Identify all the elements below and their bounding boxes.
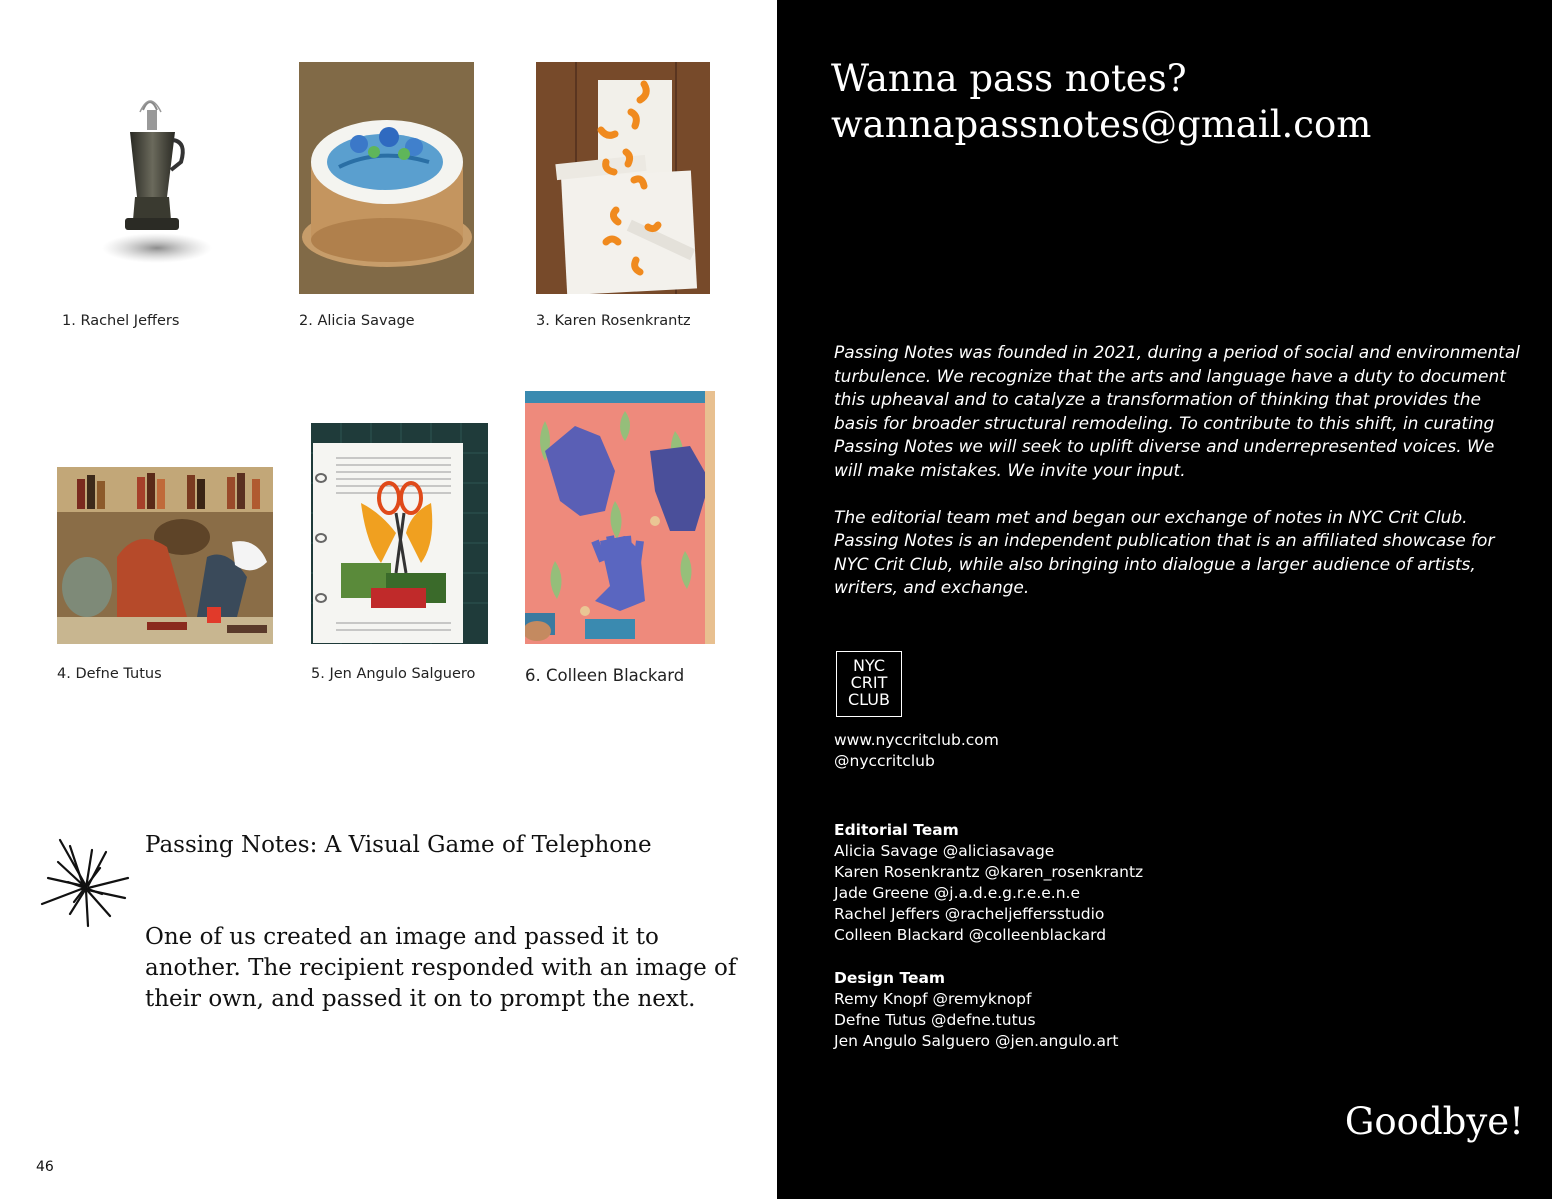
artwork-caption: 1. Rachel Jeffers <box>62 313 180 329</box>
team-member: Colleen Blackard @colleenblackard <box>834 926 1107 944</box>
cake-photo <box>299 62 474 294</box>
goodbye-text: Goodbye! <box>1344 1100 1524 1143</box>
scissors-binder-collage <box>311 423 488 644</box>
artwork-caption: 2. Alicia Savage <box>299 313 415 329</box>
logo-line: CLUB <box>848 690 890 709</box>
right-page <box>777 0 1552 1199</box>
page-number: 46 <box>36 1159 54 1175</box>
artwork-caption: 5. Jen Angulo Salguero <box>311 666 476 682</box>
team-member: Jen Angulo Salguero @jen.angulo.art <box>834 1032 1119 1050</box>
team-member: Defne Tutus @defne.tutus <box>834 1011 1036 1029</box>
about-text <box>834 342 1524 624</box>
social-handle[interactable]: @nyccritclub <box>834 752 935 770</box>
team-member: Alicia Savage @aliciasavage <box>834 842 1055 860</box>
team-label: Editorial Team <box>834 821 959 839</box>
website-link[interactable]: www.nyccritclub.com <box>834 731 999 749</box>
gloves-fabric-photo <box>525 391 715 644</box>
logo-line: CRIT <box>850 673 888 692</box>
about-paragraph: The editorial team met and began our exchange of notes in NYC Crit Club. Passing Notes is an independent publication that is an affiliated showcase for NYC Crit Club, while also bringing into dialogue a larger audience of artists, writers, and exchange. <box>834 507 1495 598</box>
about-paragraph: Passing Notes was founded in 2021, during a period of social and environmental turbulence. We recognize that the arts and language have a duty to document this upheaval and to catalyze a transformation of thinking that provides the basis for broader structural remodeling. To contribute to this shift, in curating Passing Notes we will seek to uplift diverse and underrepresented voices. We will make mistakes. We invite your input. <box>834 343 1520 481</box>
paper-cheese-puffs-photo <box>536 62 710 294</box>
nyc-crit-club-logo <box>836 651 902 717</box>
contact-block <box>831 56 1371 148</box>
contact-headline: Wanna pass notes? <box>831 57 1187 100</box>
team-member: Jade Greene @j.a.d.e.g.r.e.e.n.e <box>834 884 1081 902</box>
team-member: Karen Rosenkrantz @karen_rosenkrantz <box>834 863 1144 881</box>
team-label: Design Team <box>834 969 946 987</box>
logo-line: NYC <box>852 656 886 675</box>
project-intro: One of us created an image and passed it to another. The recipient responded with an image of their own, and passed it on to prompt the next. <box>145 924 737 1012</box>
team-member: Remy Knopf @remyknopf <box>834 990 1032 1008</box>
painting-collage <box>57 467 273 644</box>
project-heading: Passing Notes: A Visual Game of Telephone <box>145 832 652 858</box>
team-member: Rachel Jeffers @racheljeffersstudio <box>834 905 1105 923</box>
club-links <box>834 730 999 772</box>
artwork-caption: 6. Colleen Blackard <box>525 666 685 685</box>
contact-email[interactable]: wannapassnotes@gmail.com <box>831 103 1372 146</box>
design-team <box>834 968 1118 1052</box>
editorial-team <box>834 820 1143 946</box>
blender-illustration <box>95 92 215 267</box>
sketch-star-icon <box>40 838 132 928</box>
artwork-caption: 4. Defne Tutus <box>57 666 162 682</box>
artwork-caption: 3. Karen Rosenkrantz <box>536 313 691 329</box>
